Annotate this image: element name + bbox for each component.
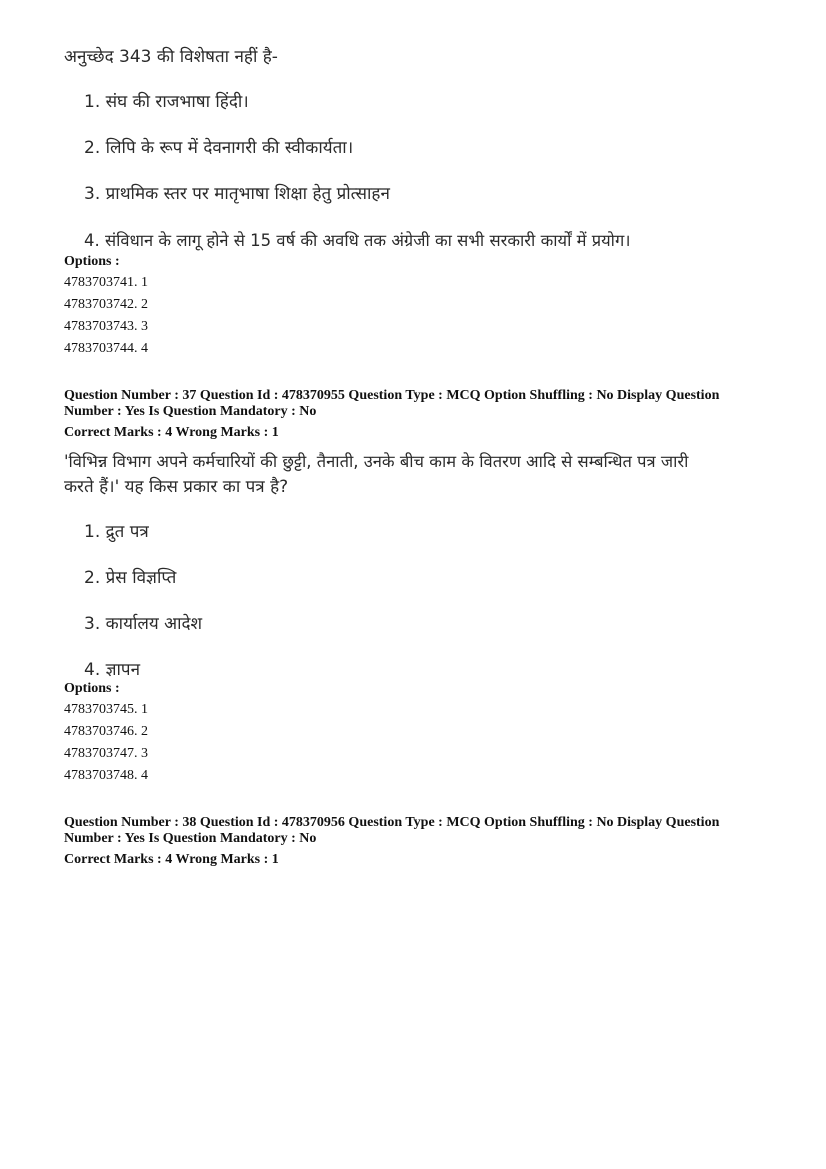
option-row: 4783703743. 3 [64,319,148,334]
question-37-meta-line-2: Number : Yes Is Question Mandatory : No [64,404,317,419]
option-row: 4783703747. 3 [64,746,148,761]
option-row: 4783703746. 2 [64,724,148,739]
question-37-choice-3: 3. कार्यालय आदेश [84,614,203,634]
option-row: 4783703748. 4 [64,768,148,783]
question-37-meta-line-1: Question Number : 37 Question Id : 478370955 Question Type : MCQ Option Shuffling : No Display Question [64,388,720,403]
question-37-choice-1: 1. द्रुत पत्र [84,522,149,542]
question-37-text-line-1: 'विभिन्न विभाग अपने कर्मचारियों की छुट्टी, तैनाती, उनके बीच काम के वितरण आदि से सम्बन्धित पत्र जारी [64,452,689,471]
options-label: Options : [64,254,120,269]
options-label: Options : [64,681,120,696]
question-37-choice-2: 2. प्रेस विज्ञप्ति [84,568,177,588]
option-row: 4783703742. 2 [64,297,148,312]
question-37-choice-4: 4. ज्ञापन [84,660,141,680]
question-36-choice-3: 3. प्राथमिक स्तर पर मातृभाषा शिक्षा हेतु प्रोत्साहन [84,184,390,204]
option-row: 4783703741. 1 [64,275,148,290]
option-row: 4783703745. 1 [64,702,148,717]
question-38-meta-line-1: Question Number : 38 Question Id : 478370956 Question Type : MCQ Option Shuffling : No Display Question [64,815,720,830]
question-38-meta-line-2: Number : Yes Is Question Mandatory : No [64,831,317,846]
question-36-text: अनुच्छेद 343 की विशेषता नहीं है- [64,47,278,67]
option-row: 4783703744. 4 [64,341,148,356]
question-37-marks: Correct Marks : 4 Wrong Marks : 1 [64,425,279,440]
question-36-choice-4: 4. संविधान के लागू होने से 15 वर्ष की अवधि तक अंग्रेजी का सभी सरकारी कार्यों में प्रयोग। [84,231,631,250]
question-36-choice-2: 2. लिपि के रूप में देवनागरी की स्वीकार्यता। [84,138,354,158]
question-36-choice-1: 1. संघ की राजभाषा हिंदी। [84,92,249,112]
question-37-text-line-2: करते हैं।' यह किस प्रकार का पत्र है? [64,477,289,497]
question-38-marks: Correct Marks : 4 Wrong Marks : 1 [64,852,279,867]
